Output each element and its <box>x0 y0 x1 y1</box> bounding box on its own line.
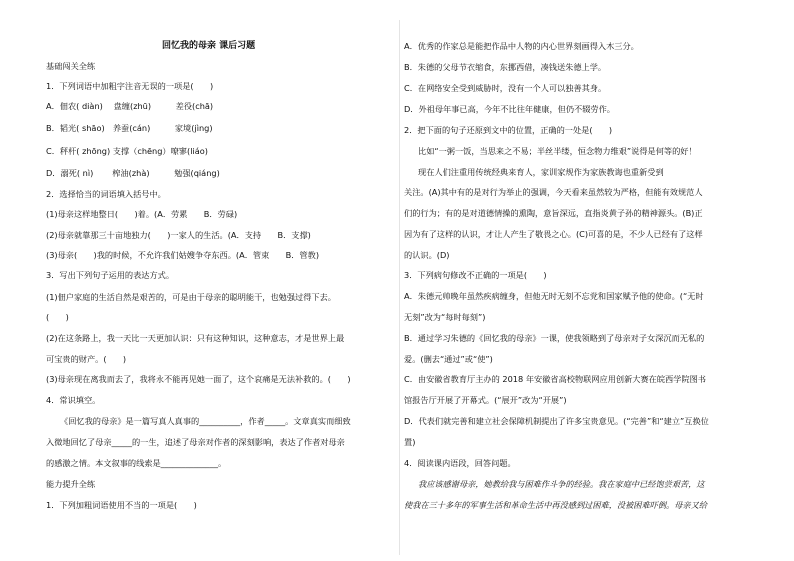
question-2-item-2: (2)母亲就靠那三十亩地独力( )一家人的生活。(A．支持 B．支撑) <box>46 230 311 240</box>
option-b: B．韬光( shāo) 养蚕(cán) 家境(jìng) <box>46 123 213 133</box>
question-3-item-2-cont: 可宝贵的财产。( ) <box>46 354 127 364</box>
option-c: C．秤杆( zhōng) 支撑（chēng）嘹寥(liáo) <box>46 146 208 156</box>
question-3-item-2: (2)在这条路上，我一天比一天更加认识：只有这种知识，这种意志，才是世界上最 <box>46 333 345 343</box>
adv-question-2-passage-2: 关注。(A)其中有的是对行为举止的强调，今天看来虽然较为严格，但能有效规范人 <box>404 187 703 197</box>
option-d: D．溺死( nì) 榨油(zhà) 勉强(qiáng) <box>46 168 220 178</box>
question-4-text-2: 入微地回忆了母亲_____的一生，追述了母亲对作者的深刻影响，表达了作者对母亲 <box>46 437 345 447</box>
question-4: 4．常识填空。 <box>46 395 101 405</box>
adv-question-2-passage-1: 现在人们注重用传统经典来育人，家训家规作为家族教诲也重新受到 <box>418 167 664 177</box>
reading-passage-1: 我应该感谢母亲，她教给我与困难作斗争的经验。我在家庭中已经饱尝艰苦，这 <box>418 479 705 489</box>
question-3: 3．写出下列句子运用的表达方式。 <box>46 270 175 280</box>
adv-q3-option-b: B．通过学习朱德的《回忆我的母亲》一课，使我领略到了母亲对子女深沉而无私的 <box>404 333 705 343</box>
question-4-text-1: 《回忆我的母亲》是一篇写真人真事的__________，作者_____。文章真实而细致 <box>60 416 351 426</box>
adv-question-2: 2．把下面的句子还原到文中的位置，正确的一处是( ) <box>404 125 613 135</box>
adv-q3-option-b-cont: 爱。(删去“通过”或“使”) <box>404 354 493 364</box>
adv-question-2-passage-3: 们的行为；有的是对道德情操的熏陶，意旨深远，直指炎黄子孙的精神源头。(B)正 <box>404 208 703 218</box>
option-a: A．佃农( diàn) 盘缠(zhū) 差役(chā) <box>46 101 214 111</box>
adv-option-a: A．优秀的作家总是能把作品中人物的内心世界刻画得入木三分。 <box>404 41 639 51</box>
question-3-item-1: (1)佃户家庭的生活自然是艰苦的，可是由于母亲的聪明能干，也勉强过得下去。 <box>46 292 336 302</box>
question-3-item-3: (3)母亲现在离我而去了，我将永不能再见她一面了，这个哀痛是无法补救的。( ) <box>46 374 351 384</box>
question-2-item-1: (1)母亲这样地整日( )着。(A．劳累 B．劳碌) <box>46 209 238 219</box>
question-1: 1．下列词语中加粗字注音无误的一项是( ) <box>46 81 214 91</box>
question-2-item-3: (3)母亲( )我的时候，不允许我们姑嫂争夺东西。(A．管束 B．管教) <box>46 250 320 260</box>
adv-question-4: 4．阅读课内语段，回答问题。 <box>404 458 516 468</box>
adv-q3-option-c-cont: 馆报告厅开展了开幕式。(“展开”改为“开展”) <box>404 395 567 405</box>
question-4-text-3: 的感激之情。本文叙事的线索是______________。 <box>46 458 227 468</box>
advanced-question-1: 1．下列加粗词语使用不当的一项是( ) <box>46 500 197 510</box>
question-2: 2．选择恰当的词语填入括号中。 <box>46 189 166 199</box>
adv-q3-option-a: A．朱德元帅晚年虽然疾病缠身，但他无时无刻不忘党和国家赋予他的使命。(“无时 <box>404 291 704 301</box>
adv-option-c: C．在网络安全受到威胁时，没有一个人可以独善其身。 <box>404 83 607 93</box>
adv-q3-option-a-cont: 无刻”改为“每时每刻”) <box>404 312 486 322</box>
adv-question-2-passage-5: 的认识。(D) <box>404 250 450 260</box>
section-heading-basic: 基础闯关全练 <box>46 61 96 71</box>
reading-passage-2: 使我在三十多年的军事生活和革命生活中再没感到过困难，没被困难吓倒。母亲又给 <box>404 500 707 510</box>
column-divider <box>399 20 400 555</box>
adv-option-b: B．朱德的父母节衣缩食，东挪西借，凑钱送朱德上学。 <box>404 62 607 72</box>
section-heading-advanced: 能力提升全练 <box>46 479 96 489</box>
question-3-item-1-blank: ( ) <box>46 312 69 322</box>
adv-question-2-sentence: 比如“一粥一饭，当思来之不易；半丝半缕，恒念物力维艰”说得是何等的好！ <box>418 146 697 156</box>
adv-question-2-passage-4: 因为有了这样的认识，才让人产生了敬畏之心。(C)可喜的是，不少人已经有了这样 <box>404 229 703 239</box>
adv-q3-option-d: D．代表们就完善和建立社会保障机制提出了许多宝贵意见。(“完善”和“建立”互换位 <box>404 416 709 426</box>
adv-q3-option-d-cont: 置) <box>404 437 416 447</box>
page-title: 回忆我的母亲 课后习题 <box>162 41 256 51</box>
adv-question-3: 3．下列病句修改不正确的一项是( ) <box>404 270 547 280</box>
adv-option-d: D．外祖母年事已高，今年不比往年健康，但仍不辍劳作。 <box>404 104 615 114</box>
adv-q3-option-c: C．由安徽省教育厅主办的 2018 年安徽省高校物联网应用创新大赛在皖西学院图书 <box>404 374 706 384</box>
